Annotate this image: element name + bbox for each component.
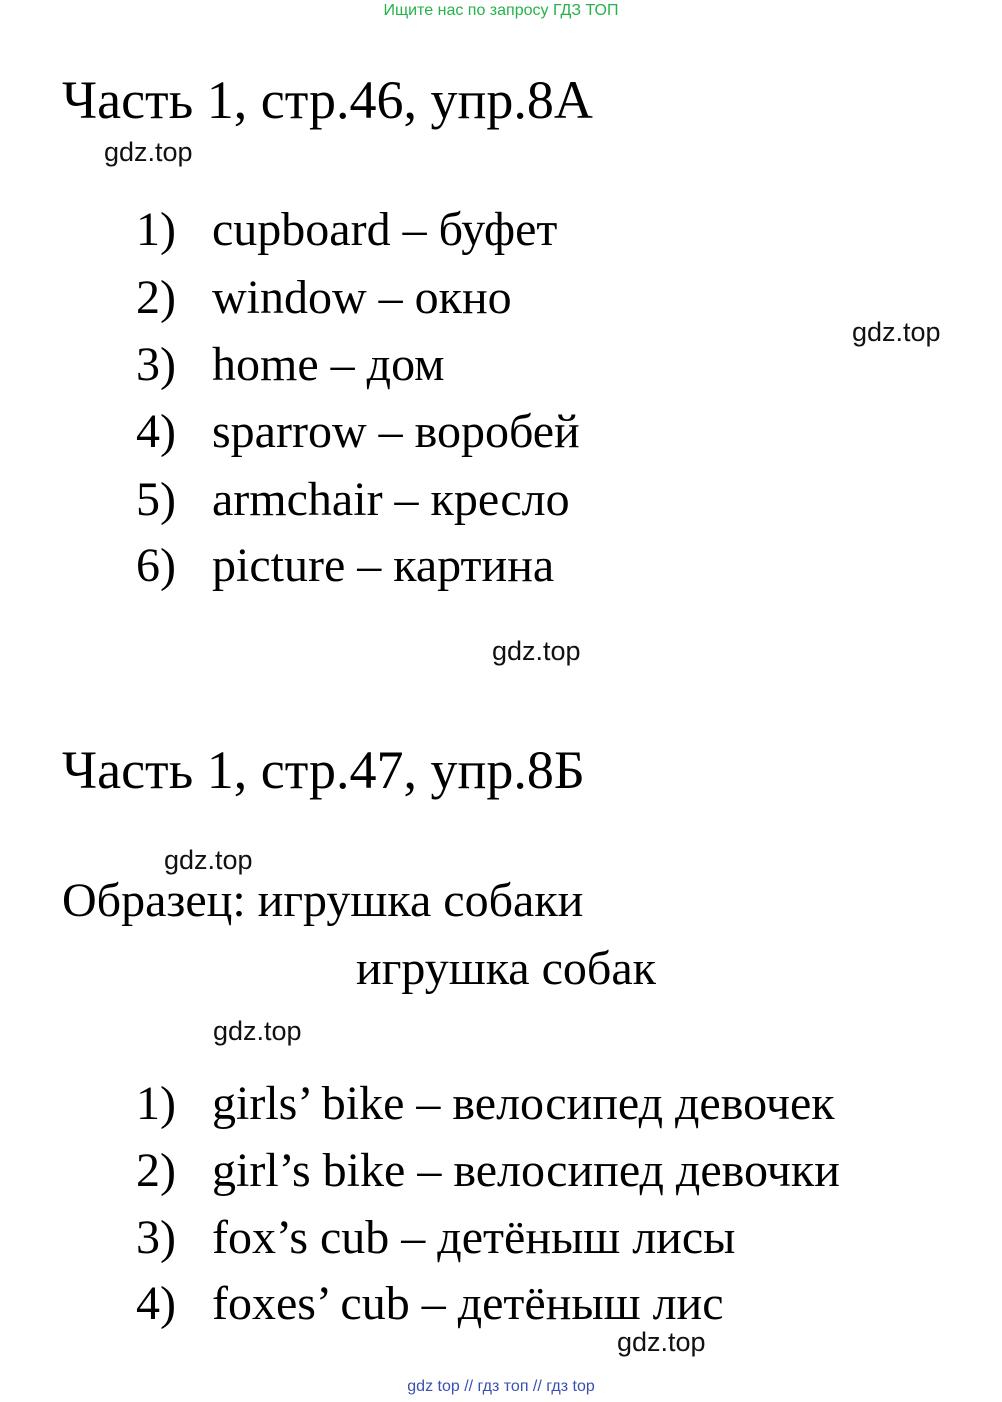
section-title-a: Часть 1, стр.46, упр.8А — [62, 70, 593, 130]
watermark: gdz.top — [852, 317, 941, 347]
item-text: girls’ bike – велосипед девочек — [212, 1077, 835, 1130]
item-number: 4) — [136, 1277, 176, 1330]
item-number: 1) — [136, 1077, 176, 1130]
list-item — [136, 1143, 840, 1199]
item-text: armchair – кресло — [212, 473, 570, 526]
item-text: home – дом — [212, 338, 445, 391]
watermark: gdz.top — [492, 636, 581, 666]
section-title-b: Часть 1, стр.47, упр.8Б — [62, 740, 585, 800]
item-number: 2) — [136, 271, 176, 324]
watermark: gdz.top — [617, 1327, 706, 1357]
list-item — [136, 202, 557, 258]
list-item — [136, 337, 445, 393]
item-text: girl’s bike – велосипед девочки — [212, 1144, 840, 1197]
footer: gdz top // гдз топ // гдз top — [407, 1378, 595, 1395]
list-item — [136, 1076, 835, 1132]
example-line-2: игрушка собак — [356, 942, 656, 995]
item-text: cupboard – буфет — [212, 203, 558, 256]
list-item — [136, 472, 570, 528]
top-banner: Ищите нас по запросу ГДЗ ТОП — [383, 2, 619, 19]
item-text: picture – картина — [212, 539, 555, 592]
list-item — [136, 538, 554, 594]
item-number: 5) — [136, 473, 176, 526]
list-item — [136, 270, 512, 326]
item-number: 3) — [136, 1211, 176, 1264]
watermark: gdz.top — [104, 137, 193, 167]
watermark: gdz.top — [164, 845, 253, 875]
item-text: window – окно — [212, 271, 512, 324]
item-text: fox’s cub – детёныш лисы — [212, 1211, 736, 1264]
list-item — [136, 1276, 724, 1332]
item-number: 3) — [136, 338, 176, 391]
watermark: gdz.top — [213, 1016, 302, 1046]
list-item — [136, 404, 580, 460]
item-text: foxes’ cub – детёныш лис — [212, 1277, 724, 1330]
example-line-1: Образец: игрушка собаки — [62, 874, 584, 927]
item-text: sparrow – воробей — [212, 405, 580, 458]
item-number: 4) — [136, 405, 176, 458]
item-number: 1) — [136, 203, 176, 256]
item-number: 2) — [136, 1144, 176, 1197]
item-number: 6) — [136, 539, 176, 592]
list-item — [136, 1210, 735, 1266]
